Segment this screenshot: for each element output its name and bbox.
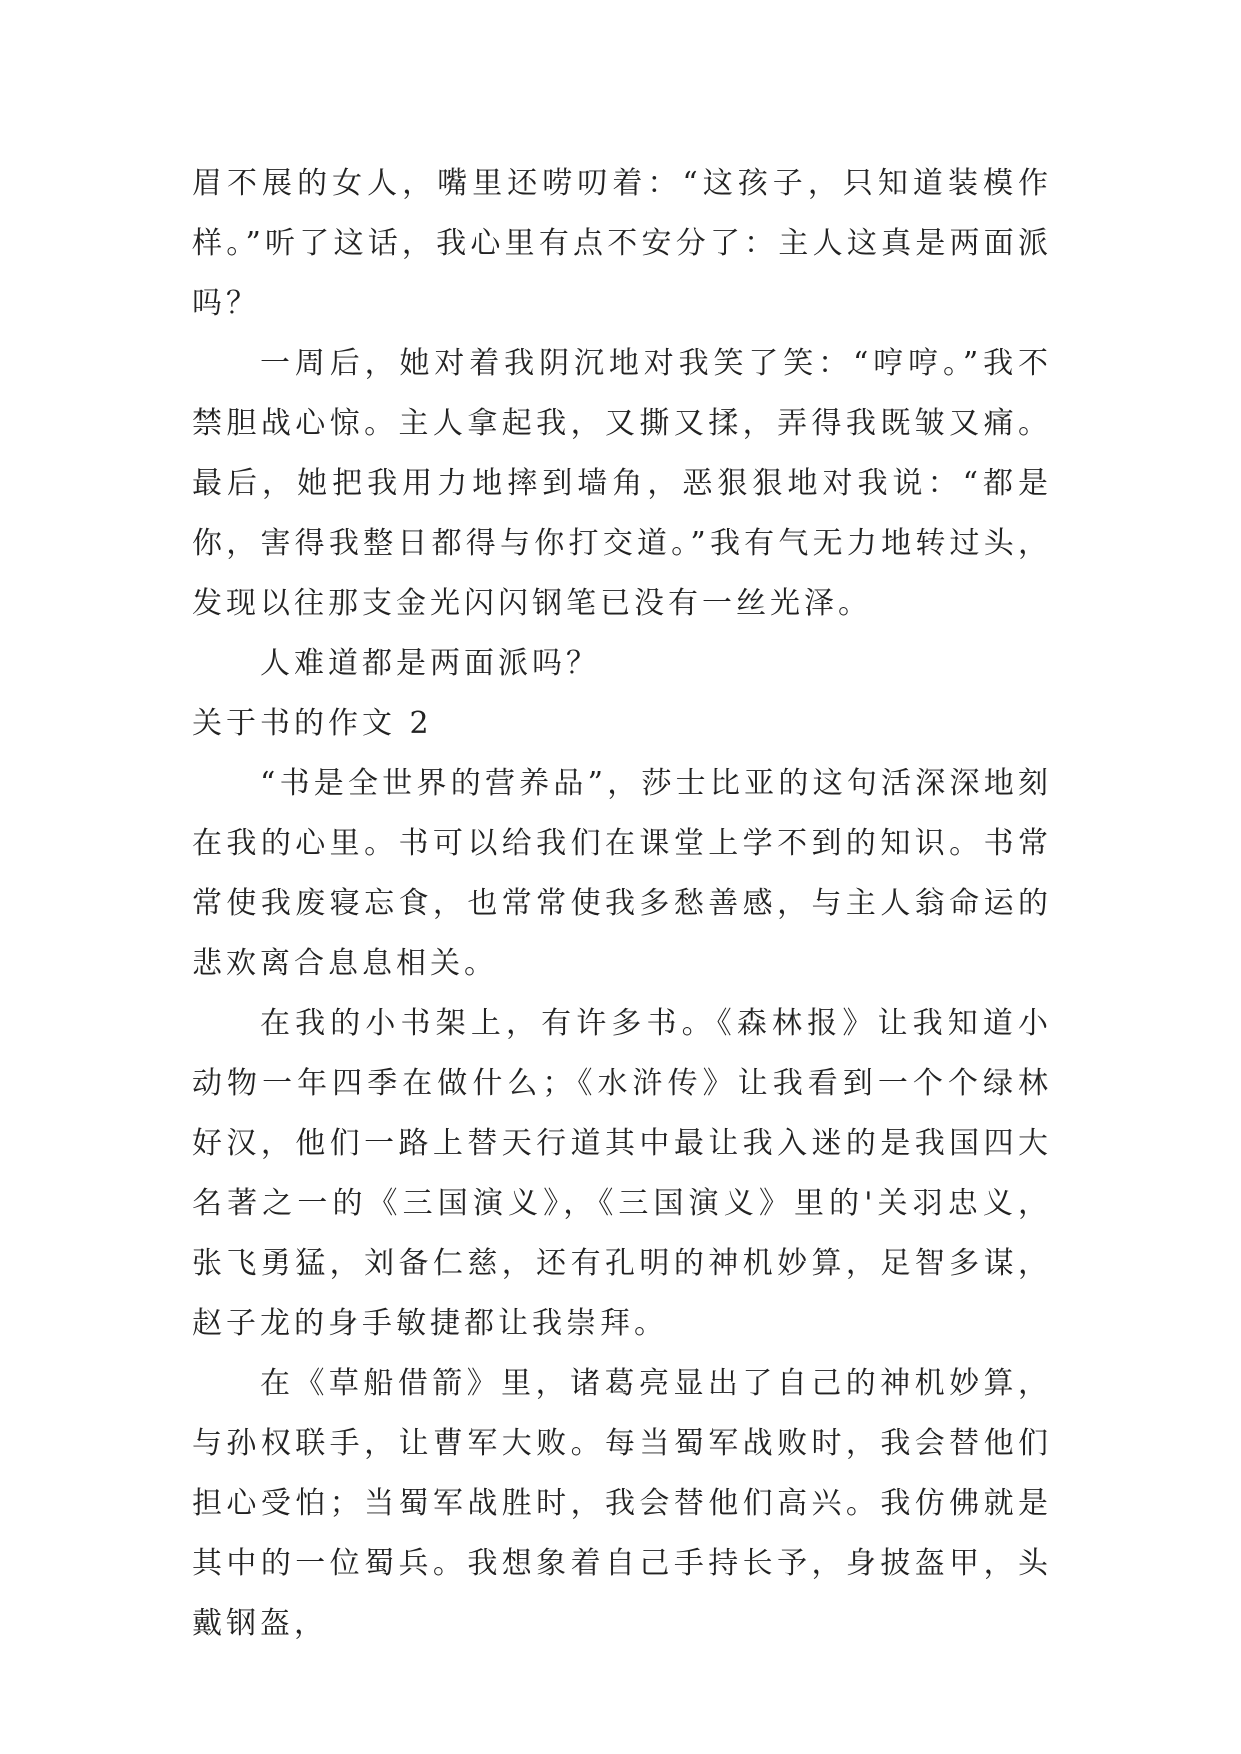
paragraph-4: “书是全世界的营养品”，莎士比亚的这句活深深地刻在我的心里。书可以给我们在课堂上学不到的知识。书常常使我废寝忘食，也常常使我多愁善感，与主人翁命运的悲欢离合息息相关。 — [192, 766, 1052, 981]
section-heading: 关于书的作文 2 — [192, 706, 433, 741]
paragraph-5: 在我的小书架上，有许多书。《森林报》让我知道小动物一年四季在做什么；《水浒传》让我看到一个个绿林好汉，他们一路上替天行道其中最让我入迷的是我国四大名著之一的《三国演义》，《三国演义》里的'关羽忠义，张飞勇猛，刘备仁慈，还有孔明的神机妙算，足智多谋，赵子龙的身手敏捷都让我崇拜。 — [192, 1006, 1052, 1341]
document-page — [192, 154, 1052, 1654]
paragraph-6: 在《草船借箭》里，诸葛亮显出了自己的神机妙算，与孙权联手，让曹军大败。每当蜀军战败时，我会替他们担心受怕；当蜀军战胜时，我会替他们高兴。我仿佛就是其中的一位蜀兵。我想象着自己手持长予，身披盔甲，头戴钢盔， — [192, 1366, 1052, 1641]
paragraph-1: 眉不展的女人，嘴里还唠叨着：“这孩子，只知道装模作样。”听了这话，我心里有点不安分了：主人这真是两面派吗？ — [192, 166, 1052, 321]
paragraph-2: 一周后，她对着我阴沉地对我笑了笑：“哼哼。”我不禁胆战心惊。主人拿起我，又撕又揉，弄得我既皱又痛。最后，她把我用力地摔到墙角，恶狠狠地对我说：“都是你，害得我整日都得与你打交道。”我有气无力地转过头，发现以往那支金光闪闪钢笔已没有一丝光泽。 — [192, 346, 1052, 621]
paragraph-3: 人难道都是两面派吗？ — [260, 646, 600, 681]
